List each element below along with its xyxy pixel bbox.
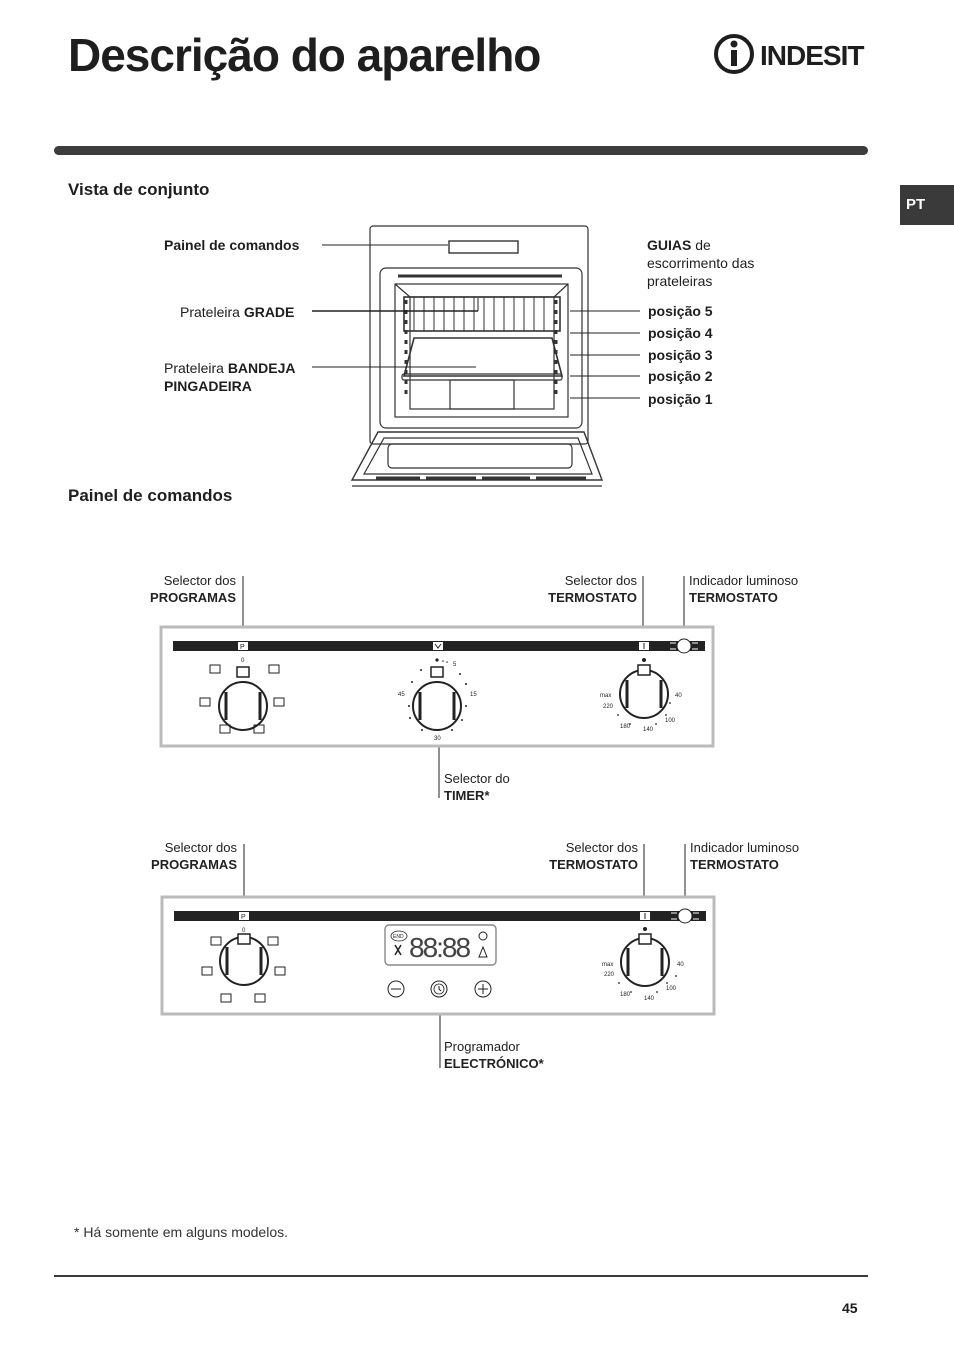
panel2-thermo-100: 100 xyxy=(666,986,677,992)
panel2-thermostat-line2: TERMOSTATO xyxy=(549,857,638,872)
position-1: posição 1 xyxy=(648,391,713,407)
grill-shelf-prefix: Prateleira xyxy=(180,304,240,320)
panel2-indicator-line1: Indicador luminoso xyxy=(690,840,800,855)
panel1-drawing xyxy=(0,560,954,810)
panel2-thermo-220: 220 xyxy=(604,972,615,978)
oven-overview-drawing xyxy=(0,0,954,500)
p-symbol-icon xyxy=(239,912,249,921)
footnote: * Há somente em alguns modelos. xyxy=(74,1224,288,1240)
thermometer-icon xyxy=(640,912,650,920)
thermometer-icon xyxy=(639,642,649,650)
panel2-thermo-180: 180 xyxy=(620,992,631,998)
position-2: posição 2 xyxy=(648,368,713,384)
language-tab: PT xyxy=(900,185,954,225)
panel1-indicator-line1: Indicador luminoso xyxy=(689,573,799,588)
panel1-thermo-max: max xyxy=(600,693,612,699)
panel1-thermo-140: 140 xyxy=(643,727,654,733)
drip-tray-prefix: Prateleira xyxy=(164,360,224,376)
guides-bold: GUIAS xyxy=(647,237,692,253)
timer-symbol-icon xyxy=(433,642,443,650)
panel1-timer-30: 30 xyxy=(434,736,441,742)
guides-rest-3: prateleiras xyxy=(647,273,713,289)
position-3: posição 3 xyxy=(648,347,713,363)
svg-text:P: P xyxy=(240,644,245,651)
panel1-thermo-100: 100 xyxy=(665,718,676,724)
position-4: posição 4 xyxy=(648,325,713,341)
brand-name: INDESIT xyxy=(760,40,864,71)
panel2-display-end: END xyxy=(393,934,404,940)
panel2-programs-line2: PROGRAMAS xyxy=(151,857,237,872)
bottom-rule xyxy=(54,1275,868,1277)
panel1-timer-45: 45 xyxy=(398,692,405,698)
panel2-display-digits: 88:88 xyxy=(409,932,470,963)
panel1-thermo-180: 180 xyxy=(620,724,631,730)
p-symbol-icon xyxy=(238,642,248,651)
panel2-drawing xyxy=(0,830,954,1080)
guides-rest-1: de xyxy=(695,237,711,253)
panel2-thermo-40: 40 xyxy=(677,962,684,968)
panel2-programmer-line1: Programador xyxy=(444,1039,520,1054)
panel2-thermostat-line1: Selector dos xyxy=(565,840,638,855)
panel1-timer-line2: TIMER* xyxy=(444,788,490,803)
grill-shelf-bold: GRADE xyxy=(243,304,295,320)
panel2-thermo-max: max xyxy=(602,962,614,968)
panel1-thermo-220: 220 xyxy=(603,704,614,710)
overview-heading: Vista de conjunto xyxy=(68,180,210,199)
page-number: 45 xyxy=(842,1300,858,1316)
position-5: posição 5 xyxy=(648,303,713,319)
page-title: Descrição do aparelho xyxy=(68,29,541,81)
panel1-timer-15: 15 xyxy=(470,692,477,698)
panel1-timer-line1: Selector do xyxy=(444,771,510,786)
panel2-thermo-140: 140 xyxy=(644,996,655,1002)
panel1-programs-line1: Selector dos xyxy=(163,573,236,588)
panel1-indicator-line2: TERMOSTATO xyxy=(689,590,778,605)
drip-tray-bold-1: BANDEJA xyxy=(227,360,296,376)
panel1-thermo-40: 40 xyxy=(675,693,682,699)
panel1-thermostat-line1: Selector dos xyxy=(564,573,637,588)
panel1-timer-5: 5 xyxy=(453,662,457,668)
panel2-program-zero: 0 xyxy=(242,928,246,934)
guides-rest-2: escorrimento das xyxy=(647,255,755,271)
panels-heading: Painel de comandos xyxy=(68,486,233,505)
panel1-program-zero: 0 xyxy=(241,658,245,664)
panel2-indicator-line2: TERMOSTATO xyxy=(690,857,779,872)
drip-tray-bold-2: PINGADEIRA xyxy=(164,378,252,394)
control-panel-label: Painel de comandos xyxy=(164,237,300,253)
panel1-thermostat-line2: TERMOSTATO xyxy=(548,590,637,605)
panel2-programs-line1: Selector dos xyxy=(164,840,237,855)
panel1-programs-line2: PROGRAMAS xyxy=(150,590,236,605)
svg-text:P: P xyxy=(241,914,246,921)
panel2-programmer-line2: ELECTRÓNICO* xyxy=(444,1056,544,1071)
